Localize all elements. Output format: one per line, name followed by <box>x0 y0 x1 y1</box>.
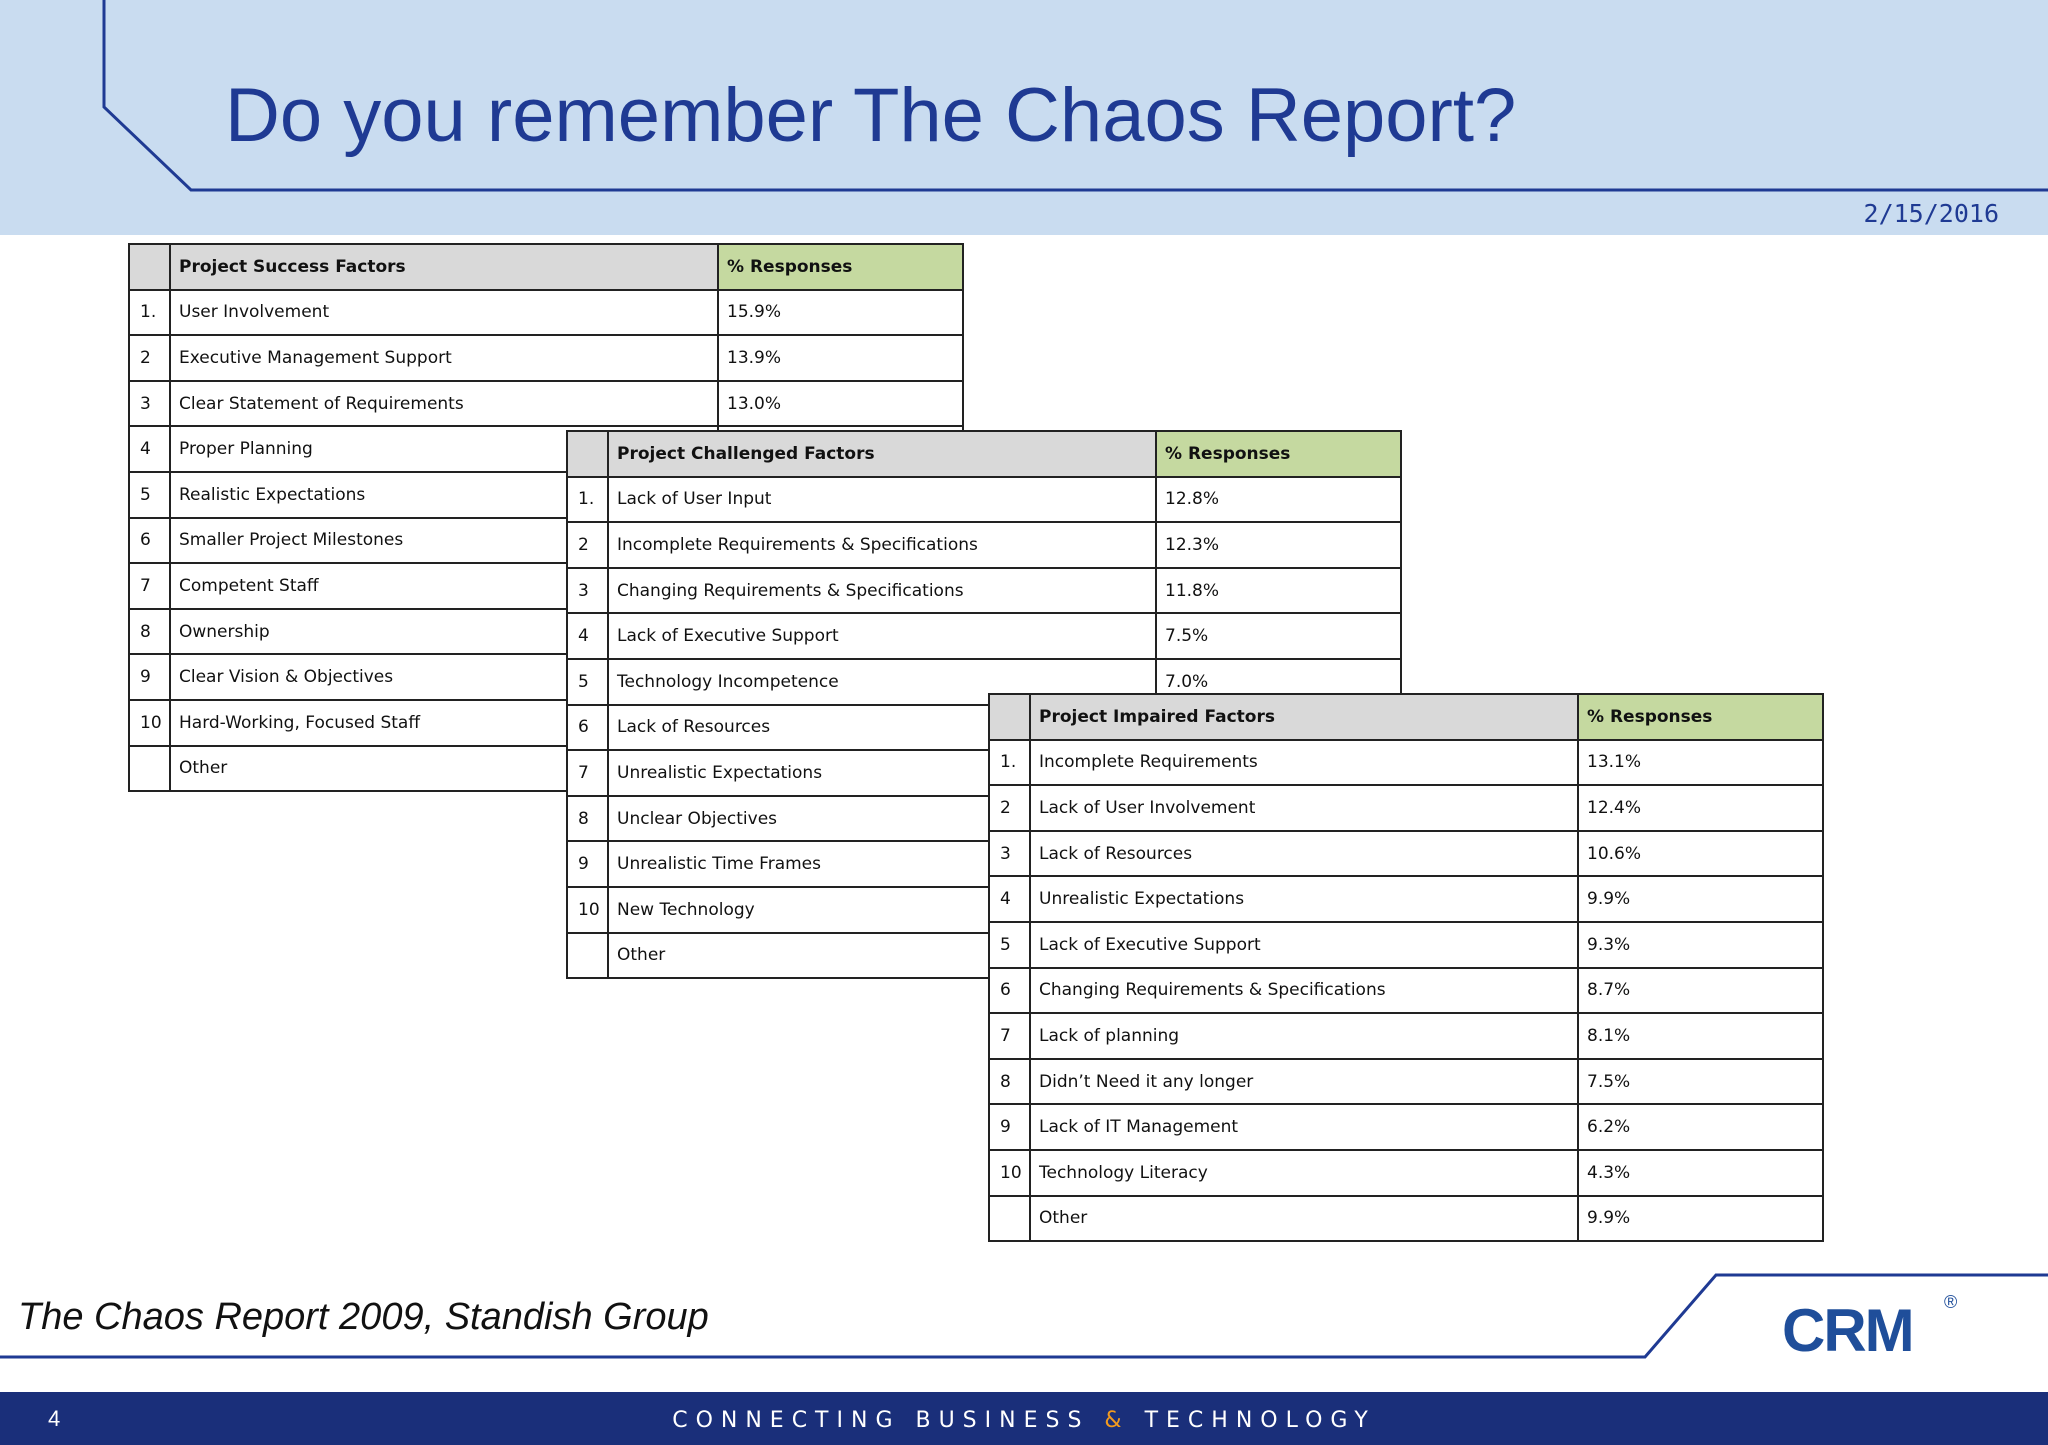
company-logo <box>1782 1292 1962 1364</box>
table-row <box>129 290 963 336</box>
row-pct: 7.5% <box>1156 613 1401 659</box>
header-factor-cell: Project Impaired Factors <box>1030 694 1578 740</box>
table-row <box>989 922 1823 968</box>
table-row <box>989 785 1823 831</box>
row-factor: Unclear Objectives <box>608 796 1156 842</box>
row-factor: Lack of IT Management <box>1030 1104 1578 1150</box>
row-factor: Unrealistic Expectations <box>608 750 1156 796</box>
row-number: 5 <box>989 922 1030 968</box>
row-number: 7 <box>129 563 170 609</box>
row-number: 8 <box>567 796 608 842</box>
row-factor: Other <box>170 746 718 792</box>
row-number <box>567 933 608 979</box>
row-pct: 13.0% <box>718 381 963 427</box>
row-number: 1. <box>567 477 608 523</box>
table-row <box>129 335 963 381</box>
table-row <box>989 876 1823 922</box>
row-pct: 12.8% <box>1156 477 1401 523</box>
source-citation: The Chaos Report 2009, Standish Group <box>18 1296 709 1338</box>
row-factor: Unrealistic Time Frames <box>608 841 1156 887</box>
row-pct: 6.2% <box>1578 1104 1823 1150</box>
row-pct: 13.9% <box>718 335 963 381</box>
row-factor: Technology Incompetence <box>608 659 1156 705</box>
row-number: 6 <box>989 968 1030 1014</box>
table-row <box>989 831 1823 877</box>
footer-frame-line <box>0 1265 2048 1365</box>
row-factor: Didn’t Need it any longer <box>1030 1059 1578 1105</box>
row-number <box>989 1196 1030 1242</box>
row-number: 3 <box>129 381 170 427</box>
table-row <box>989 1104 1823 1150</box>
row-number: 5 <box>129 472 170 518</box>
row-number: 2 <box>989 785 1030 831</box>
row-pct: 9.3% <box>1578 922 1823 968</box>
row-factor: Lack of Executive Support <box>1030 922 1578 968</box>
table-header-row <box>989 694 1823 740</box>
row-number: 1. <box>989 740 1030 786</box>
header-pct-cell: % Responses <box>718 244 963 290</box>
row-factor: Other <box>608 933 1156 979</box>
row-factor: Realistic Expectations <box>170 472 718 518</box>
header-number-cell <box>567 431 608 477</box>
row-factor: Executive Management Support <box>170 335 718 381</box>
table-row <box>989 740 1823 786</box>
registered-mark: ® <box>1944 1292 1958 1312</box>
table-header-row <box>567 431 1401 477</box>
row-factor: Other <box>1030 1196 1578 1242</box>
row-pct: 12.3% <box>1156 522 1401 568</box>
row-number: 7 <box>989 1013 1030 1059</box>
row-pct: 7.5% <box>1578 1059 1823 1105</box>
row-pct: 4.3% <box>1578 1150 1823 1196</box>
row-number: 7 <box>567 750 608 796</box>
row-number: 3 <box>567 568 608 614</box>
row-factor: Competent Staff <box>170 563 718 609</box>
row-pct: 11.8% <box>1156 568 1401 614</box>
row-pct: 8.1% <box>1578 1013 1823 1059</box>
table-row <box>989 1196 1823 1242</box>
table-row <box>567 613 1401 659</box>
row-factor: Lack of Executive Support <box>608 613 1156 659</box>
row-number: 4 <box>567 613 608 659</box>
row-factor: Hard-Working, Focused Staff <box>170 700 718 746</box>
row-factor: Clear Vision & Objectives <box>170 654 718 700</box>
row-pct: 10.6% <box>1578 831 1823 877</box>
row-factor: Proper Planning <box>170 426 718 472</box>
row-factor: Incomplete Requirements <box>1030 740 1578 786</box>
row-number: 2 <box>129 335 170 381</box>
header-number-cell <box>989 694 1030 740</box>
header-factor-cell: Project Challenged Factors <box>608 431 1156 477</box>
table-row <box>989 1150 1823 1196</box>
page-number: 4 <box>48 1406 61 1431</box>
tagline-part2: TECHNOLOGY <box>1144 1408 1376 1433</box>
row-factor: Incomplete Requirements & Specifications <box>608 522 1156 568</box>
row-number: 4 <box>129 426 170 472</box>
header-pct-cell: % Responses <box>1578 694 1823 740</box>
table-row <box>567 477 1401 523</box>
table-row <box>567 522 1401 568</box>
tagline-part1: CONNECTING BUSINESS <box>672 1408 1090 1433</box>
row-factor: New Technology <box>608 887 1156 933</box>
footer-bar <box>0 1392 2048 1445</box>
row-factor: Lack of Resources <box>608 705 1156 751</box>
row-pct: 15.9% <box>718 290 963 336</box>
row-pct: 12.4% <box>1578 785 1823 831</box>
header-number-cell <box>129 244 170 290</box>
row-factor: Changing Requirements & Specifications <box>608 568 1156 614</box>
table-row <box>989 1059 1823 1105</box>
slide-header <box>0 0 2048 235</box>
row-number: 10 <box>567 887 608 933</box>
tagline-ampersand: & <box>1104 1408 1130 1433</box>
row-number: 8 <box>989 1059 1030 1105</box>
row-pct: 8.7% <box>1578 968 1823 1014</box>
row-number: 9 <box>989 1104 1030 1150</box>
row-number: 6 <box>567 705 608 751</box>
row-number: 5 <box>567 659 608 705</box>
table-row <box>129 381 963 427</box>
row-pct: 9.9% <box>1578 1196 1823 1242</box>
row-factor: Unrealistic Expectations <box>1030 876 1578 922</box>
row-number: 1. <box>129 290 170 336</box>
row-factor: Smaller Project Milestones <box>170 518 718 564</box>
row-number: 3 <box>989 831 1030 877</box>
row-number: 10 <box>129 700 170 746</box>
row-factor: Lack of Resources <box>1030 831 1578 877</box>
row-number: 4 <box>989 876 1030 922</box>
table-row <box>989 968 1823 1014</box>
row-factor: Clear Statement of Requirements <box>170 381 718 427</box>
row-pct: 13.1% <box>1578 740 1823 786</box>
row-factor: Lack of User Involvement <box>1030 785 1578 831</box>
impaired-factors-table <box>988 693 1824 1242</box>
row-pct: 9.9% <box>1578 876 1823 922</box>
row-number: 9 <box>129 654 170 700</box>
row-number: 6 <box>129 518 170 564</box>
row-number: 2 <box>567 522 608 568</box>
row-factor: Lack of planning <box>1030 1013 1578 1059</box>
table-header-row <box>129 244 963 290</box>
footer-tagline <box>0 1408 2048 1433</box>
row-factor: Lack of User Input <box>608 477 1156 523</box>
header-pct-cell: % Responses <box>1156 431 1401 477</box>
table-row <box>989 1013 1823 1059</box>
row-pct: 7.0% <box>1156 659 1401 705</box>
slide-date: 2/15/2016 <box>1863 199 1999 228</box>
row-factor: Technology Literacy <box>1030 1150 1578 1196</box>
slide-title: Do you remember The Chaos Report? <box>225 73 1517 158</box>
row-factor: Changing Requirements & Specifications <box>1030 968 1578 1014</box>
row-factor: User Involvement <box>170 290 718 336</box>
header-factor-cell: Project Success Factors <box>170 244 718 290</box>
row-number <box>129 746 170 792</box>
logo-wordmark: CRM <box>1782 1297 1913 1364</box>
row-factor: Ownership <box>170 609 718 655</box>
table-row <box>567 568 1401 614</box>
row-number: 9 <box>567 841 608 887</box>
row-number: 8 <box>129 609 170 655</box>
row-number: 10 <box>989 1150 1030 1196</box>
